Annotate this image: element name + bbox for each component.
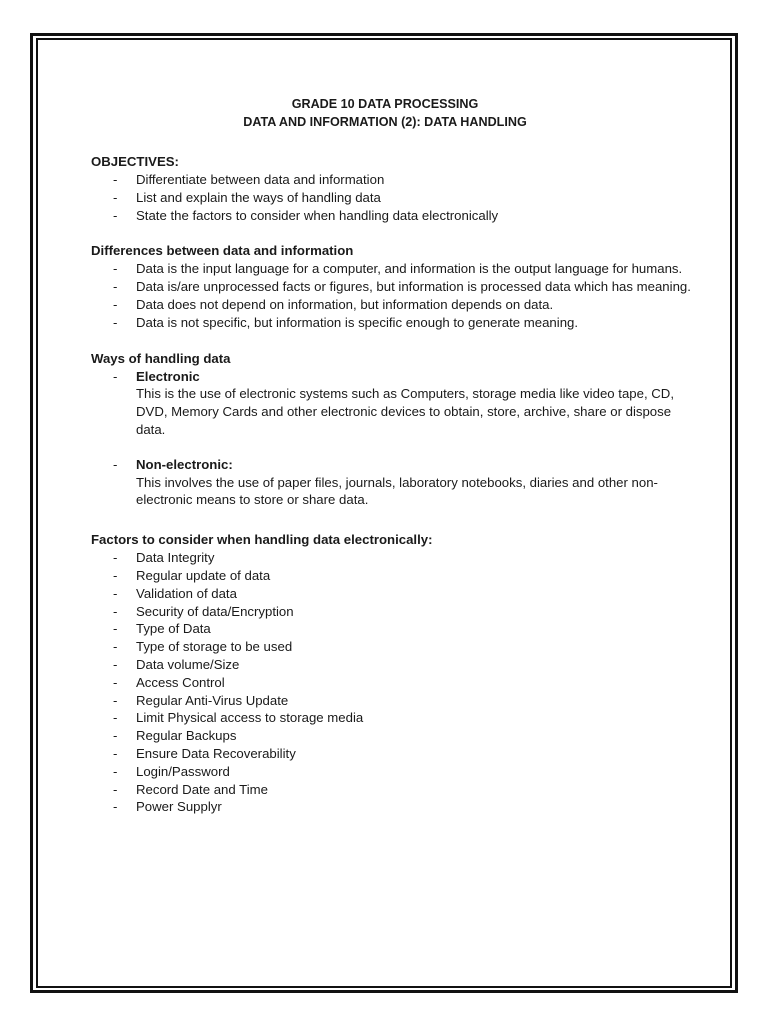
dash-bullet: - xyxy=(113,207,118,223)
dash-bullet: - xyxy=(113,261,118,277)
dash-bullet: - xyxy=(113,314,118,330)
dash-bullet: - xyxy=(113,745,118,761)
dash-bullet: - xyxy=(113,585,118,601)
dash-bullet: - xyxy=(113,189,118,205)
dash-bullet: - xyxy=(113,603,118,619)
dash-bullet: - xyxy=(113,656,118,672)
dash-bullet: - xyxy=(113,728,118,744)
differences-heading: Differences between data and information xyxy=(91,243,354,259)
list-item: - Data does not depend on information, but information depends on data. xyxy=(113,296,554,312)
document-title xyxy=(91,95,679,131)
list-item: - Record Date and Time xyxy=(113,781,268,797)
non-electronic-description: This involves the use of paper files, journals, laboratory notebooks, diaries and other non-electronic means to store or share data. xyxy=(136,474,658,508)
differences-list xyxy=(91,260,691,331)
dash-bullet: - xyxy=(113,692,118,708)
title-line-2: DATA AND INFORMATION (2): DATA HANDLING xyxy=(243,115,527,129)
dash-bullet: - xyxy=(113,456,118,472)
title-line-1: GRADE 10 DATA PROCESSING xyxy=(291,97,479,111)
document-body xyxy=(91,95,691,816)
list-item: - Regular Backups xyxy=(113,728,237,744)
list-item: - Regular update of data xyxy=(113,567,271,583)
list-item: - Power Supplyr xyxy=(113,799,222,815)
dash-bullet: - xyxy=(113,172,118,187)
dash-bullet: - xyxy=(113,550,118,566)
list-item: - Validation of data xyxy=(113,585,237,601)
list-item: - Data is not specific, but information is specific enough to generate meaning. xyxy=(113,314,579,330)
list-item xyxy=(91,368,691,386)
objectives-heading: OBJECTIVES: xyxy=(91,154,179,169)
dash-bullet: - xyxy=(113,799,118,815)
dash-bullet: - xyxy=(113,296,118,312)
list-item: - Security of data/Encryption xyxy=(113,603,294,619)
list-item: - Limit Physical access to storage media xyxy=(113,710,364,726)
list-item: - Access Control xyxy=(113,674,225,690)
dash-bullet: - xyxy=(113,710,118,726)
objectives-list xyxy=(91,171,691,224)
list-item: - Type of Data xyxy=(113,621,211,637)
list-item: - Login/Password xyxy=(113,763,230,779)
list-item: - State the factors to consider when handling data electronically xyxy=(113,207,499,223)
dash-bullet: - xyxy=(113,279,118,295)
list-item xyxy=(91,456,691,474)
dash-bullet: - xyxy=(113,621,118,637)
dash-bullet: - xyxy=(113,639,118,655)
list-item: - Data volume/Size xyxy=(113,656,240,672)
list-item: - Ensure Data Recoverability xyxy=(113,745,296,761)
factors-heading: Factors to consider when handling data electronically: xyxy=(91,532,433,548)
ways-list xyxy=(91,368,691,386)
list-item: - List and explain the ways of handling data xyxy=(113,189,381,205)
non-electronic-label: Non-electronic: xyxy=(136,456,233,472)
list-item: - Data is the input language for a computer, and information is the output language for humans. xyxy=(113,261,683,277)
dash-bullet: - xyxy=(113,763,118,779)
electronic-description: This is the use of electronic systems such as Computers, storage media like video tape, CD, DVD, Memory Cards and other electronic devices to obtain, store, archive, share or dispose data. xyxy=(136,386,674,437)
list-item: - Type of storage to be used xyxy=(113,639,293,655)
ways-list-2 xyxy=(91,456,691,474)
ways-heading: Ways of handling data xyxy=(91,350,231,366)
list-item: - Regular Anti-Virus Update xyxy=(113,692,289,708)
dash-bullet: - xyxy=(113,674,118,690)
list-item: - Data Integrity xyxy=(113,550,215,566)
factors-list xyxy=(91,549,691,816)
list-item: - Data is/are unprocessed facts or figures, but information is processed data which has meaning. xyxy=(113,279,691,295)
dash-bullet: - xyxy=(113,567,118,583)
dash-bullet: - xyxy=(113,368,118,384)
dash-bullet: - xyxy=(113,781,118,797)
electronic-label: Electronic xyxy=(136,368,200,384)
list-item: - Differentiate between data and information xyxy=(113,172,385,187)
